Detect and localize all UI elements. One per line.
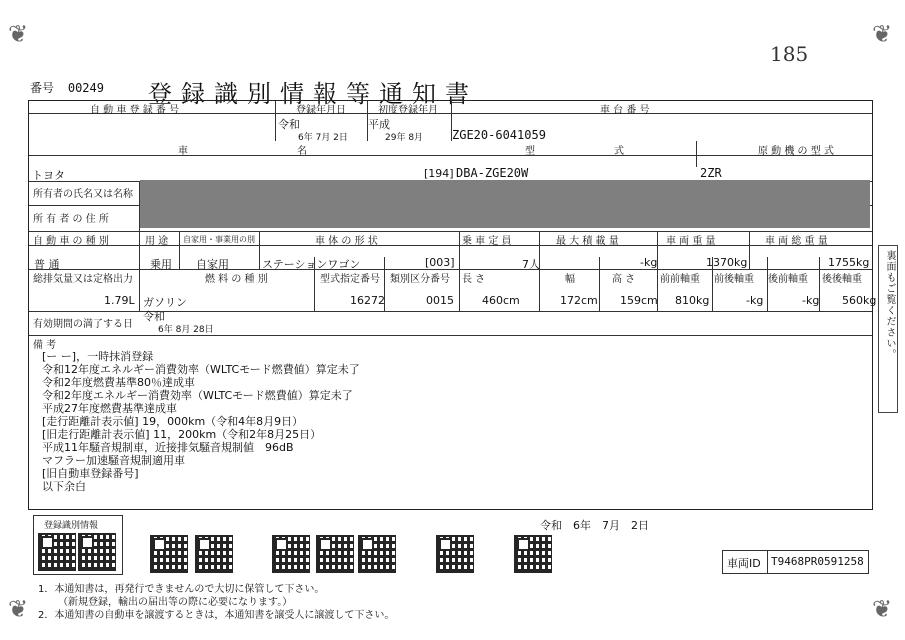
remark-line: [旧走行距離計表示値] 11，200km（令和2年8月25日） xyxy=(42,428,322,441)
make-value: トヨタ xyxy=(32,169,65,182)
length-value: 460cm xyxy=(482,294,520,307)
height-value: 159cm xyxy=(620,294,658,307)
reg-date-label: 登録年月日 xyxy=(296,105,346,116)
engine-value: 2ZR xyxy=(700,166,722,180)
qr-code xyxy=(436,535,474,573)
note-line: 2．本通知書の自動車を譲渡するときは，本通知書を譲受人に譲渡して下さい。 xyxy=(38,610,395,621)
fr-axle-label: 前後軸重 xyxy=(714,274,754,285)
note-line: （新規登録，輸出の届出等の際に必要になります。） xyxy=(58,597,293,608)
redacted-owner-info xyxy=(140,180,870,228)
car-id-box xyxy=(722,550,869,574)
remark-line: [走行距離計表示値] 19，000km（令和4年8月9日） xyxy=(42,415,304,428)
model-value: DBA-ZGE20W xyxy=(456,166,529,180)
ff-axle-label: 前前軸重 xyxy=(660,274,700,285)
type-approval-label: 型式指定番号 xyxy=(320,274,380,285)
make-label: 車 xyxy=(178,146,188,157)
first-reg-era: 平成 xyxy=(368,118,390,131)
qr-code xyxy=(316,535,354,573)
car-id-label: 車両ID xyxy=(727,557,761,570)
max-load-label: 最 大 積 載 量 xyxy=(556,236,619,247)
body-code: [003] xyxy=(425,256,455,269)
document-title: 登録識別情報等通知書 xyxy=(148,80,478,108)
fr-axle-value: -kg xyxy=(746,294,764,307)
remark-line: マフラー加速騒音規制適用車 xyxy=(42,454,185,467)
ff-axle-value: 810kg xyxy=(675,294,710,307)
length-label: 長 さ xyxy=(462,274,486,285)
fuel-value: ガソリン xyxy=(143,296,187,309)
chassis-no-value: ZGE20-6041059 xyxy=(452,128,546,142)
qr-info-label: 登録識別情報 xyxy=(44,521,99,531)
weight-label: 車 両 重 量 xyxy=(666,236,716,247)
remark-line: 令和12年度エネルギー消費効率（WLTCモード燃費値）算定未了 xyxy=(42,363,360,376)
reg-date-value: 6年 7月 2日 xyxy=(298,133,348,143)
width-value: 172cm xyxy=(560,294,598,307)
body-shape-value: ステーションワゴン xyxy=(262,258,361,271)
use-label: 用 途 xyxy=(145,236,169,247)
capacity-label: 乗 車 定 員 xyxy=(462,236,512,247)
name-label: 名 xyxy=(297,146,307,157)
issue-date: 令和 6年 7月 2日 xyxy=(540,519,649,532)
doc-no-value: 00249 xyxy=(67,81,104,95)
remarks-label: 備 考 xyxy=(33,340,57,351)
car-id-value: T9468PR0591258 xyxy=(771,555,864,568)
vehicle-kind-value: 普 通 xyxy=(34,258,60,271)
capacity-value: 7人 xyxy=(522,258,540,271)
vehicle-kind-label: 自 動 車 の 種 別 xyxy=(33,236,109,247)
reg-era: 令和 xyxy=(278,118,300,131)
qr-code xyxy=(195,535,233,573)
rf-axle-value: -kg xyxy=(802,294,820,307)
corner-ornament-top-right: ❦ xyxy=(872,20,893,48)
remark-line: [旧自動車登録番号] xyxy=(42,467,139,480)
type-approval-value: 16272 xyxy=(350,294,385,307)
rr-axle-value: 560kg xyxy=(842,294,877,307)
engine-type-label: 原 動 機 の 型 式 xyxy=(758,146,834,157)
private-business-label: 自家用・事業用の別 xyxy=(183,235,255,244)
qr-code xyxy=(514,535,552,573)
category-no-label: 類別区分番号 xyxy=(390,274,450,285)
corner-ornament-top-left: ❦ xyxy=(8,20,29,48)
remark-line: 平成11年騒音規制車，近接排気騒音規制値 96dB xyxy=(42,441,294,454)
chassis-no-label: 車 台 番 号 xyxy=(600,105,650,116)
fuel-label: 燃 料 の 種 別 xyxy=(205,274,268,285)
rf-axle-label: 後前軸重 xyxy=(768,274,808,285)
max-load-value: -kg xyxy=(640,256,658,269)
qr-code xyxy=(38,533,76,571)
displacement-value: 1.79L xyxy=(104,294,135,307)
height-label: 高 さ xyxy=(612,274,636,285)
doc-no-label: 番号 xyxy=(30,81,55,95)
reg-no-label: 自 動 車 登 録 番 号 xyxy=(90,105,180,116)
document-number xyxy=(30,79,104,96)
expiry-label: 有効期間の満了する日 xyxy=(33,319,133,330)
first-reg-label: 初度登録年月 xyxy=(378,105,438,116)
remark-line: [ー ー]，一時抹消登録 xyxy=(42,350,154,363)
note-line: 1．本通知書は，再発行できませんので大切に保管して下さい。 xyxy=(38,584,325,595)
gross-weight-label: 車 両 総 重 量 xyxy=(765,236,828,247)
qr-code xyxy=(150,535,188,573)
remark-line: 以下余白 xyxy=(42,480,86,493)
gross-weight-value: 1755kg xyxy=(828,256,870,269)
qr-code xyxy=(272,535,310,573)
private-business-value: 自家用 xyxy=(196,258,229,271)
rr-axle-label: 後後軸重 xyxy=(822,274,862,285)
category-no-value: 0015 xyxy=(426,294,454,307)
qr-code xyxy=(358,535,396,573)
width-label: 幅 xyxy=(565,274,575,285)
expiry-value: 6年 8月 28日 xyxy=(158,325,214,335)
owner-address-label: 所 有 者 の 住 所 xyxy=(33,214,109,225)
model-code: [194] xyxy=(424,167,454,180)
corner-ornament-bottom-right: ❦ xyxy=(872,595,893,623)
body-shape-label: 車 体 の 形 状 xyxy=(315,236,378,247)
corner-ornament-bottom-left: ❦ xyxy=(8,595,29,623)
see-reverse-note: 裏面もご覧ください。 xyxy=(878,245,898,413)
type-label: 式 xyxy=(614,146,624,157)
remark-line: 令和2年度燃費基準80％達成車 xyxy=(42,376,195,389)
owner-name-label: 所有者の氏名又は名称 xyxy=(33,189,133,200)
remark-line: 平成27年度燃費基準達成車 xyxy=(42,402,177,415)
model-label: 型 xyxy=(525,146,535,157)
expiry-era: 令和 xyxy=(143,310,165,323)
first-reg-value: 29年 8月 xyxy=(385,133,424,143)
use-value: 乗用 xyxy=(150,258,172,271)
displacement-label: 総排気量又は定格出力 xyxy=(33,274,133,285)
remark-line: 令和2年度エネルギー消費効率（WLTCモード燃費値）算定未了 xyxy=(42,389,353,402)
qr-code xyxy=(78,533,116,571)
weight-value: 1370kg xyxy=(706,256,748,269)
handwritten-number: 185 xyxy=(770,42,809,66)
